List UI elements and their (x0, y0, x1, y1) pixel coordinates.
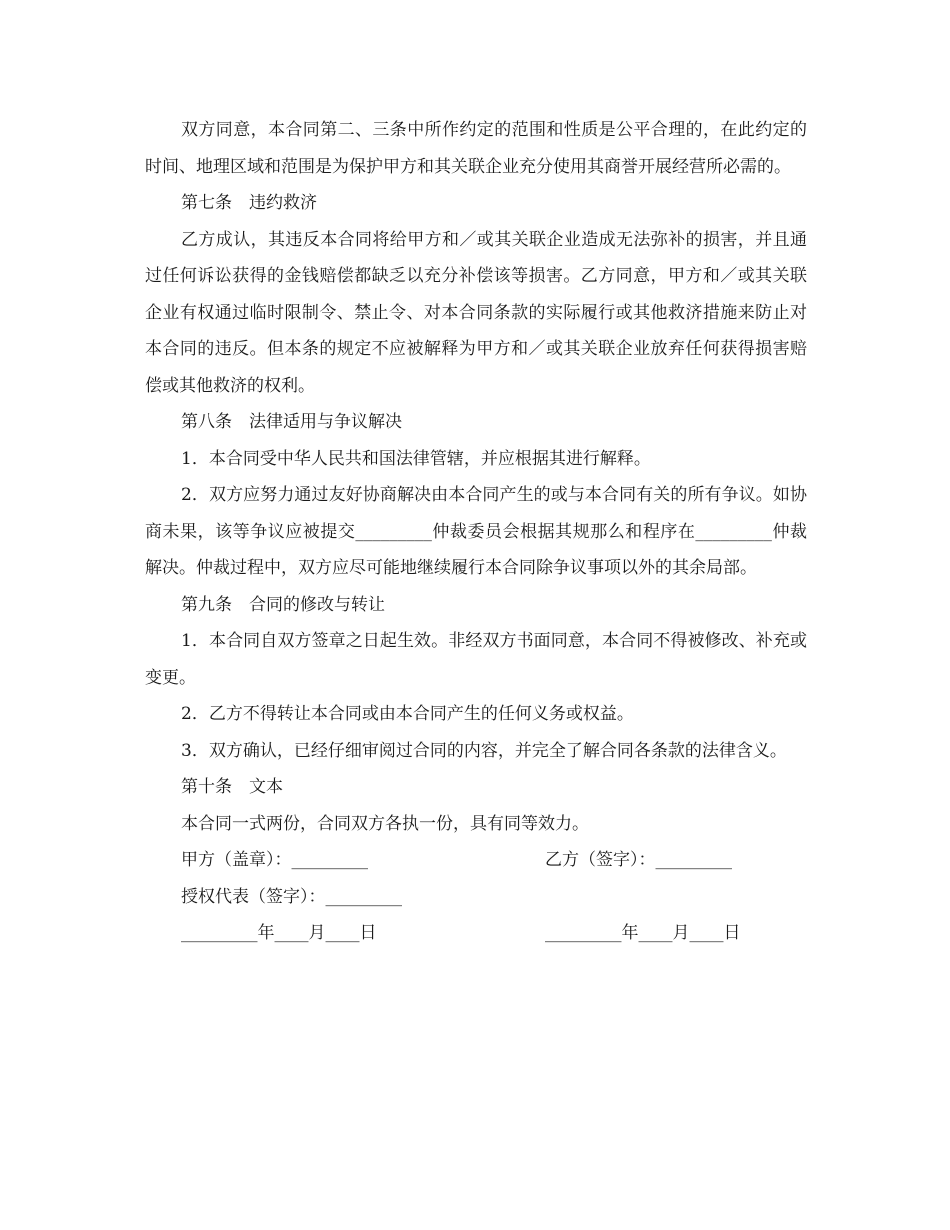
article-8-clause-1: 1．本合同受中华人民共和国法律管辖，并应根据其进行解释。 (181, 448, 651, 469)
article-10-title: 第十条 文本 (181, 777, 283, 797)
article-7-body: 乙方成认，其违反本合同将给甲方和／或其关联企业造成无法弥补的损害，并且通过任何诉讼获得的金钱赔偿都缺乏以充分补偿该等损害。乙方同意，甲方和／或其关联企业有权通过临时限制令、禁止令、对本合同条款的实际履行或其他救济措施来防止对本合同的违反。但本条的规定不应被解释为甲方和／或其关联企业放弃任何获得损害赔偿或其他救济的权利。 (145, 229, 807, 396)
authorized-representative: 授权代表（签字）：_________ (181, 886, 402, 907)
article-9-title: 第九条 合同的修改与转让 (181, 594, 385, 615)
signature-row-dates (145, 915, 807, 952)
signature-row-representative (145, 879, 807, 916)
signature-row-parties (145, 842, 807, 879)
article-8-clause-2: 2．双方应努力通过友好协商解决由本合同产生的或与本合同有关的所有争议。如协商未果，该等争议应被提交_________仲裁委员会根据其规那么和程序在_________仲裁解决。仲裁过程中，双方应尽可能地继续履行本合同除争议事项以外的其余局部。 (145, 485, 807, 578)
article-10-body: 本合同一式两份，合同双方各执一份，具有同等效力。 (181, 813, 589, 834)
party-a-date: _________年____月____日 (181, 923, 377, 943)
article-9-clause-3: 3．双方确认，已经仔细审阅过合同的内容，并完全了解合同各条款的法律含义。 (181, 740, 787, 761)
article-8-title: 第八条 法律适用与争议解决 (181, 412, 402, 432)
party-b-signature: 乙方（签字）：_________ (545, 850, 732, 870)
article-9-clause-1: 1．本合同自双方签章之日起生效。非经双方书面同意，本合同不得被修改、补充或变更。 (145, 631, 807, 688)
article-7-title: 第七条 违约救济 (181, 193, 317, 213)
paragraph-scope-agreement: 双方同意，本合同第二、三条中所作约定的范围和性质是公平合理的，在此约定的时间、地理区域和范围是为保护甲方和其关联企业充分使用其商誉开展经营所必需的。 (145, 120, 807, 177)
party-b-date: _________年____月____日 (545, 923, 741, 943)
party-a-seal: 甲方（盖章）：_________ (181, 850, 368, 870)
contract-page (145, 112, 807, 952)
article-9-clause-2: 2．乙方不得转让本合同或由本合同产生的任何义务或权益。 (181, 704, 634, 724)
